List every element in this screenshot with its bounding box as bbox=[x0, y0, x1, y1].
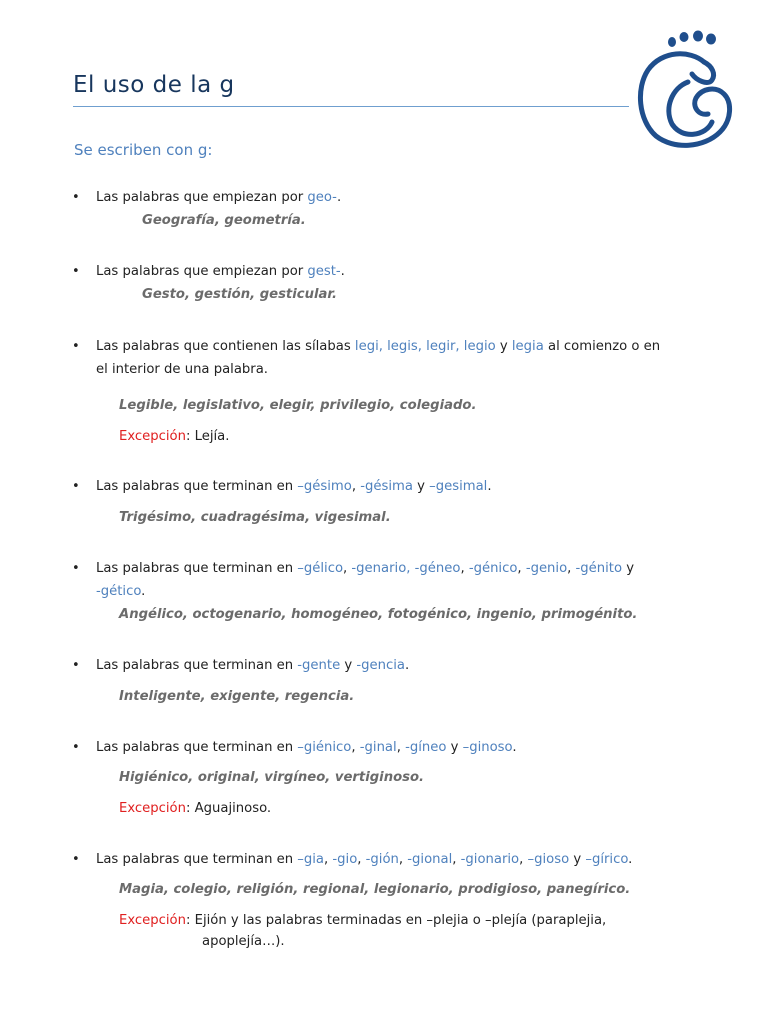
list-item: • Las palabras que contienen las sílabas legi, legis, legir, legio y legia al comienzo o en el interior de una palabra. bbox=[72, 335, 712, 381]
list-item: • Las palabras que terminan en –gia, -gio, -gión, -gional, -gionario, –gioso y –gírico. bbox=[72, 848, 712, 871]
bullet-icon: • bbox=[72, 658, 80, 673]
example-text: Higiénico, original, virgíneo, vertiginoso. bbox=[119, 770, 425, 785]
example-text: Magia, colegio, religión, regional, legionario, prodigioso, panegírico. bbox=[119, 882, 631, 897]
list-item: • Las palabras que terminan en –giénico, -ginal, -gíneo y –ginoso. bbox=[72, 736, 712, 759]
bullet-icon: • bbox=[72, 740, 80, 755]
page-title: El uso de la g bbox=[73, 72, 235, 98]
bullet-icon: • bbox=[72, 561, 80, 576]
title-divider bbox=[73, 106, 629, 107]
example-text: Inteligente, exigente, regencia. bbox=[119, 689, 355, 704]
exception-note: Excepción: Lejía. bbox=[119, 429, 230, 444]
letter-g-logo-icon bbox=[632, 28, 742, 156]
example-text: Geografía, geometría. bbox=[142, 213, 306, 228]
bullet-icon: • bbox=[72, 339, 80, 354]
bullet-icon: • bbox=[72, 264, 80, 279]
list-item: • Las palabras que terminan en –gésimo, -gésima y –gesimal. bbox=[72, 475, 712, 498]
example-text: Angélico, octogenario, homogéneo, fotogénico, ingenio, primogénito. bbox=[119, 607, 638, 622]
list-item: • Las palabras que empiezan por geo-. bbox=[72, 186, 712, 209]
bullet-icon: • bbox=[72, 852, 80, 867]
example-text: Legible, legislativo, elegir, privilegio, colegiado. bbox=[119, 398, 477, 413]
exception-note: Excepción: Ejión y las palabras terminadas en –plejia o –plejía (paraplejia, bbox=[119, 913, 607, 928]
exception-continuation: apoplejía…). bbox=[202, 934, 285, 949]
section-heading: Se escriben con g: bbox=[74, 141, 213, 159]
list-item: • Las palabras que empiezan por gest-. bbox=[72, 260, 712, 283]
exception-note: Excepción: Aguajinoso. bbox=[119, 801, 272, 816]
bullet-icon: • bbox=[72, 479, 80, 494]
list-item: • Las palabras que terminan en -gente y -gencia. bbox=[72, 654, 712, 677]
bullet-icon: • bbox=[72, 190, 80, 205]
example-text: Trigésimo, cuadragésima, vigesimal. bbox=[119, 510, 391, 525]
example-text: Gesto, gestión, gesticular. bbox=[142, 287, 338, 302]
list-item: • Las palabras que terminan en –gélico, -genario, -géneo, -génico, -genio, -génito y -gético. bbox=[72, 557, 712, 603]
